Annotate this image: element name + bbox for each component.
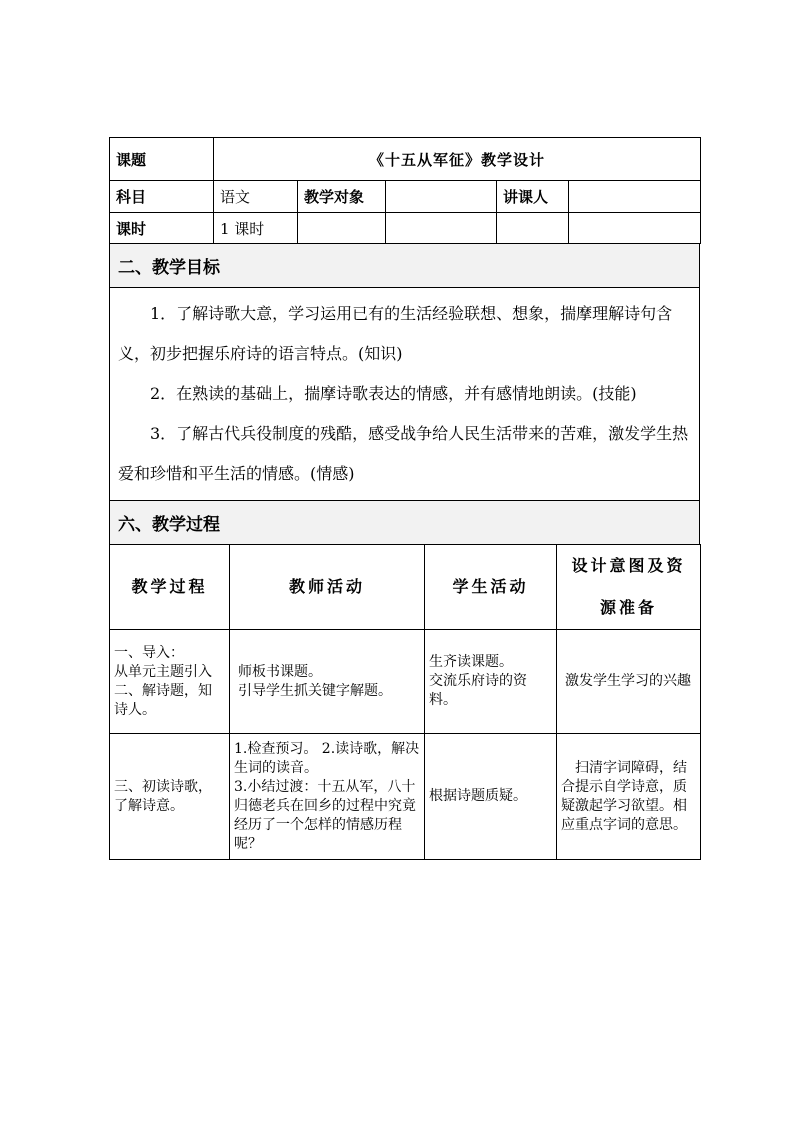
student-cell <box>425 630 557 734</box>
teacher-cell <box>230 734 425 860</box>
goal-item: 2．在熟读的基础上，揣摩诗歌表达的情感，并有感情地朗读。(技能) <box>150 384 637 403</box>
table-row <box>110 734 701 860</box>
column-header-teacher: 教师活动 <box>230 545 425 630</box>
empty-cell <box>497 213 569 244</box>
goals-body <box>110 288 700 501</box>
header-table <box>109 137 701 244</box>
goal-item: 3．了解古代兵役制度的残酷，感受战争给人民生活带来的苦难，激发学生热爱和珍惜和平生活的情感。(情感) <box>118 424 689 483</box>
topic-label: 课题 <box>110 138 214 181</box>
process-heading: 六、教学过程 <box>110 501 700 545</box>
intent-line: 扫清字词障碍，结合提示自学诗意，质疑激起学习欲望。相应重点字词的意思。 <box>561 759 687 833</box>
period-label: 课时 <box>110 213 214 244</box>
stage-line: 三、初读诗歌，了解诗意。 <box>114 778 212 814</box>
empty-cell <box>569 213 701 244</box>
student-line: 生齐读课题。 <box>429 654 513 670</box>
column-header-stage: 教学过程 <box>110 545 230 630</box>
page-title: 《十五从军征》教学设计 <box>214 138 701 181</box>
teacher-line: 引导学生抓关键字解题。 <box>238 682 392 699</box>
teacher-cell <box>230 630 425 734</box>
audience-label: 教学对象 <box>298 181 386 213</box>
goals-heading: 二、教学目标 <box>110 244 700 288</box>
stage-line: 从单元主题引入 <box>114 663 212 680</box>
subject-value: 语文 <box>214 181 298 213</box>
stage-cell <box>110 734 230 860</box>
student-line: 根据诗题质疑。 <box>429 788 527 804</box>
column-header-student: 学生活动 <box>425 545 557 630</box>
audience-value <box>386 181 497 213</box>
intent-cell <box>557 630 701 734</box>
teacher-line: 师板书课题。 <box>238 663 322 680</box>
intent-line: 激发学生学习的兴趣 <box>565 673 691 689</box>
goals-table <box>109 243 700 545</box>
table-row <box>110 630 701 734</box>
stage-cell <box>110 630 230 734</box>
stage-line: 二、解诗题，知诗人。 <box>114 682 212 718</box>
student-line: 交流乐府诗的资料。 <box>429 673 527 708</box>
process-table <box>109 544 701 860</box>
goal-item: 1．了解诗歌大意，学习运用已有的生活经验联想、想象，揣摩理解诗句含义，初步把握乐府诗的语言特点。(知识) <box>118 304 673 363</box>
stage-line: 一、导入： <box>114 644 184 661</box>
student-cell <box>425 734 557 860</box>
empty-cell <box>386 213 497 244</box>
period-value: 1 课时 <box>214 213 298 244</box>
lesson-plan-sheet <box>109 137 700 860</box>
teacher-line: 3.小结过渡：十五从军，八十归德老兵在回乡的过程中究竟经历了一个怎样的情感历程呢？ <box>234 778 416 852</box>
subject-label: 科目 <box>110 181 214 213</box>
empty-cell <box>298 213 386 244</box>
teacher-line: 1.检查预习。 2.读诗歌，解决生词的读音。 <box>234 740 420 776</box>
lecturer-label: 讲课人 <box>497 181 569 213</box>
intent-cell <box>557 734 701 860</box>
column-header-intent: 设计意图及资源准备 <box>557 545 701 630</box>
lecturer-value <box>569 181 701 213</box>
